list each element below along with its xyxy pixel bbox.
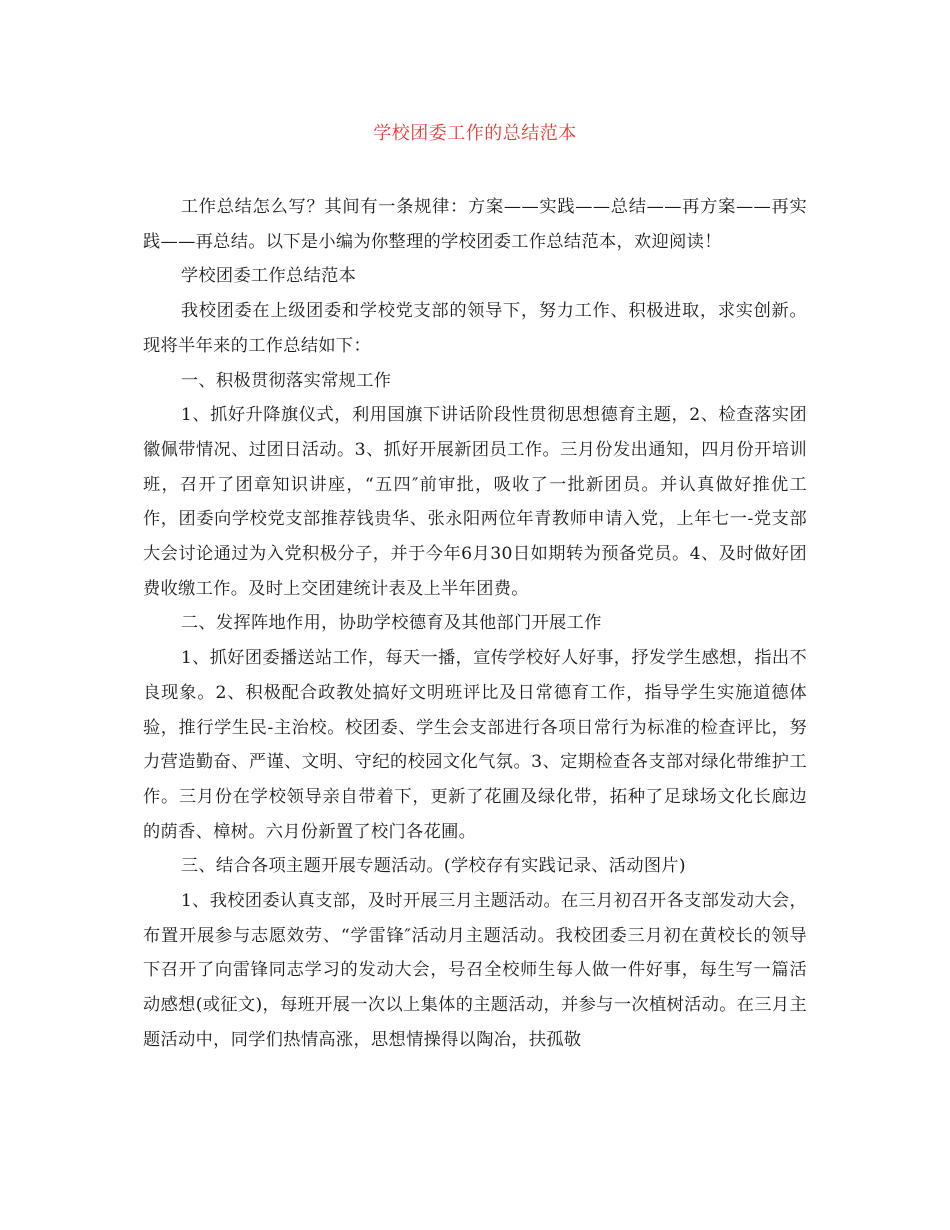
- section-3-paragraph: 1、我校团委认真支部，及时开展三月主题活动。在三月初召开各支部发动大会，布置开展参与志愿效劳、“学雷锋″活动月主题活动。我校团委三月初在黄校长的领导下召开了向雷锋同志学习的发动大会，号召全校师生每人做一件好事，每生写一篇活动感想(或征文)，每班开展一次以上集体的主题活动，并参与一次植树活动。在三月主题活动中，同学们热情高涨，思想情操得以陶冶，扶孤敬: [143, 891, 807, 1050]
- section-heading-1: 一、积极贯彻落实常规工作: [180, 370, 392, 391]
- section-heading-2: 二、发挥阵地作用，协助学校德育及其他部门开展工作: [180, 613, 602, 634]
- intro-paragraph: 工作总结怎么写？其间有一条规律：方案——实践——总结——再方案——再实践——再总结。以下是小编为你整理的学校团委工作总结范本，欢迎阅读！: [143, 197, 807, 252]
- document-title: 学校团委工作的总结范本: [373, 123, 577, 144]
- overview-paragraph: 我校团委在上级团委和学校党支部的领导下，努力工作、积极进取，求实创新。现将半年来的工作总结如下：: [143, 301, 807, 356]
- section-2-paragraph: 1、抓好团委播送站工作，每天一播，宣传学校好人好事，抒发学生感想，指出不良现象。2、积极配合政教处搞好文明班评比及日常德育工作，指导学生实施道德体验，推行学生民-主治校。校团委、学生会支部进行各项日常行为标准的检查评比，努力营造勤奋、严谨、文明、守纪的校园文化气氛。3、定期检查各支部对绿化带维护工作。三月份在学校领导亲自带着下，更新了花圃及绿化带，拓种了足球场文化长廊边的荫香、樟树。六月份新置了校门各花圃。: [143, 648, 807, 842]
- section-1-paragraph: 1、抓好升降旗仪式，利用国旗下讲话阶段性贯彻思想德育主题，2、检查落实团徽佩带情况、过团日活动。3、抓好开展新团员工作。三月份发出通知，四月份开培训班，召开了团章知识讲座，“五四″前审批，吸收了一批新团员。并认真做好推优工作，团委向学校党支部推荐钱贵华、张永阳两位年青教师申请入党，上年七一-党支部大会讨论通过为入党积极分子，并于今年6月30日如期转为预备党员。4、及时做好团费收缴工作。及时上交团建统计表及上半年团费。: [143, 405, 807, 599]
- subtitle-line: 学校团委工作总结范本: [180, 266, 357, 287]
- document-body: [143, 190, 807, 1058]
- section-heading-3: 三、结合各项主题开展专题活动。(学校存有实践记录、活动图片): [180, 856, 686, 877]
